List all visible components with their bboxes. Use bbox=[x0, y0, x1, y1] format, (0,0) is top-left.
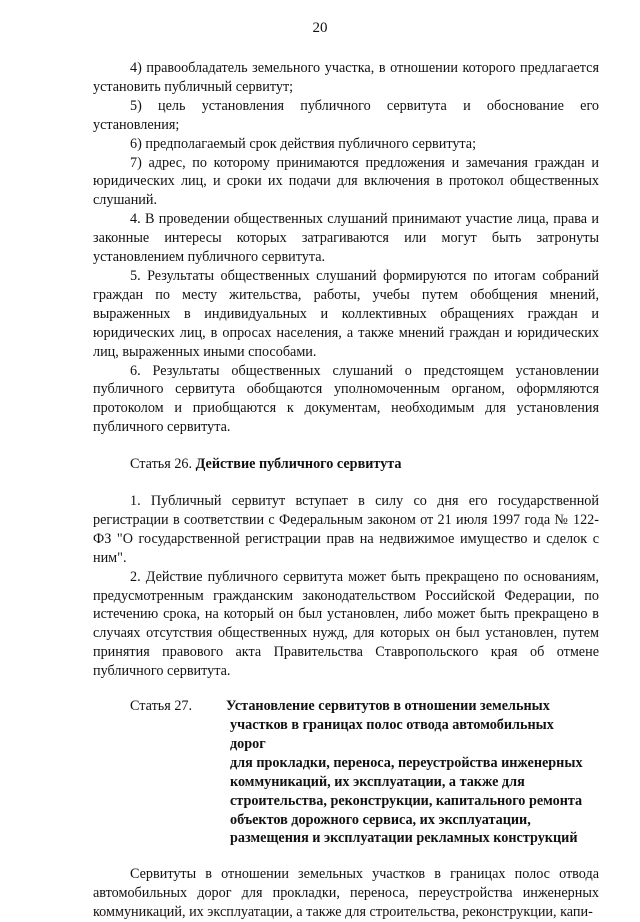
paragraph: 5) цель установления публичного сервитута и обоснование его установления; bbox=[93, 97, 599, 133]
article-27-heading bbox=[93, 697, 599, 848]
article-27-title bbox=[226, 697, 590, 848]
paragraph: 4) правообладатель земельного участка, в отношении которого предлагается установить публичный сервитут; bbox=[93, 60, 599, 95]
page-number: 20 bbox=[312, 20, 328, 36]
article-27-title-line: Установление сервитутов в отношении земельных bbox=[226, 698, 550, 715]
article-27-title-line: коммуникаций, их эксплуатации, а также для bbox=[230, 773, 525, 790]
article-26-title: Действие публичного сервитута bbox=[195, 456, 402, 473]
paragraph: 5. Результаты общественных слушаний формируются по итогам собраний граждан по месту жительства, работы, учебы путем обобщения мнений, выраженных в индивидуальных и коллективных обращениях граждан и юридических лиц, в опросах населения, а также мнений граждан и юридических лиц, выраженных иными способами. bbox=[93, 267, 599, 360]
document-body bbox=[93, 59, 599, 922]
article-27-title-line: размещения и эксплуатации рекламных конструкций bbox=[230, 830, 578, 847]
paragraph: 6. Результаты общественных слушаний о предстоящем установлении публичного сервитута обобщаются уполномоченным органом, оформляются протоколом и приобщаются к документам, необходимым для установления публичного сервитута. bbox=[93, 362, 599, 436]
paragraph: 1. Публичный сервитут вступает в силу со дня его государственной регистрации в соответствии с Федеральным законом от 21 июля 1997 года № 122-ФЗ "О государственной регистрации прав на недвижимое имущество и сделок с ним". bbox=[93, 493, 599, 566]
paragraph: 7) адрес, по которому принимаются предложения и замечания граждан и юридических лиц, и сроки их подачи для включения в протокол общественных слушаний. bbox=[93, 154, 599, 209]
article-26-label: Статья 26. bbox=[130, 456, 193, 473]
paragraph: 2. Действие публичного сервитута может быть прекращено по основаниям, предусмотренным гражданским законодательством Российской Федерации, по истечению срока, на который он был установлен, либо может быть прекращено в случаях отсутствия общественных нужд, для которых он был установлен, путем принятия правового акта Правительства Ставропольского края об отмене публичного сервитута. bbox=[93, 568, 599, 680]
paragraph: 6) предполагаемый срок действия публичного сервитута; bbox=[130, 135, 477, 152]
article-27-label: Статья 27. bbox=[130, 698, 193, 715]
article-27-title-line: участков в границах полос отвода автомобильных дорог bbox=[230, 717, 554, 752]
article-27-title-line: для прокладки, переноса, переустройства инженерных bbox=[230, 754, 583, 771]
article-27-title-line: объектов дорожного сервиса, их эксплуатации, bbox=[230, 811, 531, 828]
article-27-title-line: строительства, реконструкции, капитального ремонта bbox=[230, 792, 583, 809]
paragraph: Сервитуты в отношении земельных участков в границах полос отвода автомобильных дорог для прокладки, переноса, переустройства инженерных коммуникаций, их эксплуатации, а также для строительства, реконструкции, капи- bbox=[93, 866, 599, 921]
article-26-heading bbox=[93, 455, 599, 474]
paragraph: 4. В проведении общественных слушаний принимают участие лица, права и законные интересы которых затрагиваются или могут быть затронуты установлением публичного сервитута. bbox=[93, 211, 599, 266]
